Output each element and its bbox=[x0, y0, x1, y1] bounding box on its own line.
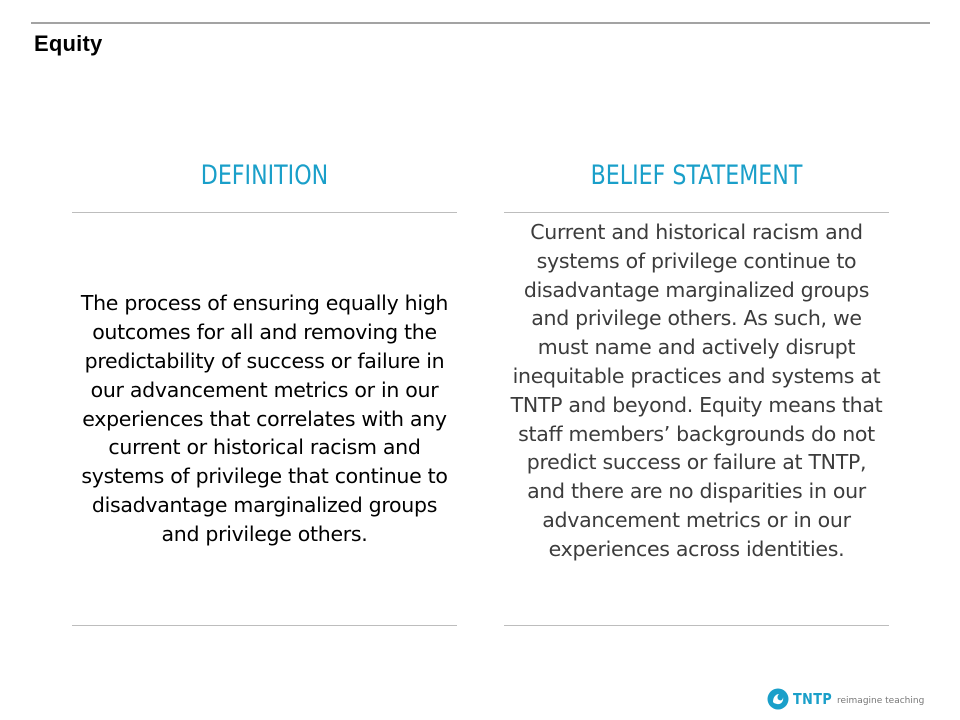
belief-statement-column bbox=[504, 150, 889, 626]
tntp-logo-icon bbox=[767, 688, 789, 710]
belief-statement-body: Current and historical racism and systems of privilege continue to disadvantage marginalized groups and privilege others. As such, we must name and actively disrupt inequitable practices and systems at TNTP and beyond. Equity means that staff members’ backgrounds do not predict success or failure at TNTP, and there are no disparities in our advancement metrics or in our experiences across identities. bbox=[510, 220, 883, 561]
slide-title: Equity bbox=[34, 31, 103, 56]
logo-wordmark: TNTP bbox=[793, 690, 833, 708]
logo-tagline: reimagine teaching bbox=[837, 695, 925, 706]
definition-column bbox=[72, 150, 457, 626]
definition-body: The process of ensuring equally high outcomes for all and removing the predictability of success or failure in our advancement metrics or in our experiences that correlates with any current or historical racism and systems of privilege that continue to disadvantage marginalized groups and privilege others. bbox=[80, 291, 449, 546]
definition-bottom-divider bbox=[72, 625, 457, 626]
tntp-logo bbox=[767, 686, 924, 712]
belief-statement-bottom-divider bbox=[504, 625, 889, 626]
header-divider bbox=[31, 22, 930, 24]
definition-heading: DEFINITION bbox=[200, 160, 329, 191]
belief-statement-heading: BELIEF STATEMENT bbox=[590, 160, 803, 191]
